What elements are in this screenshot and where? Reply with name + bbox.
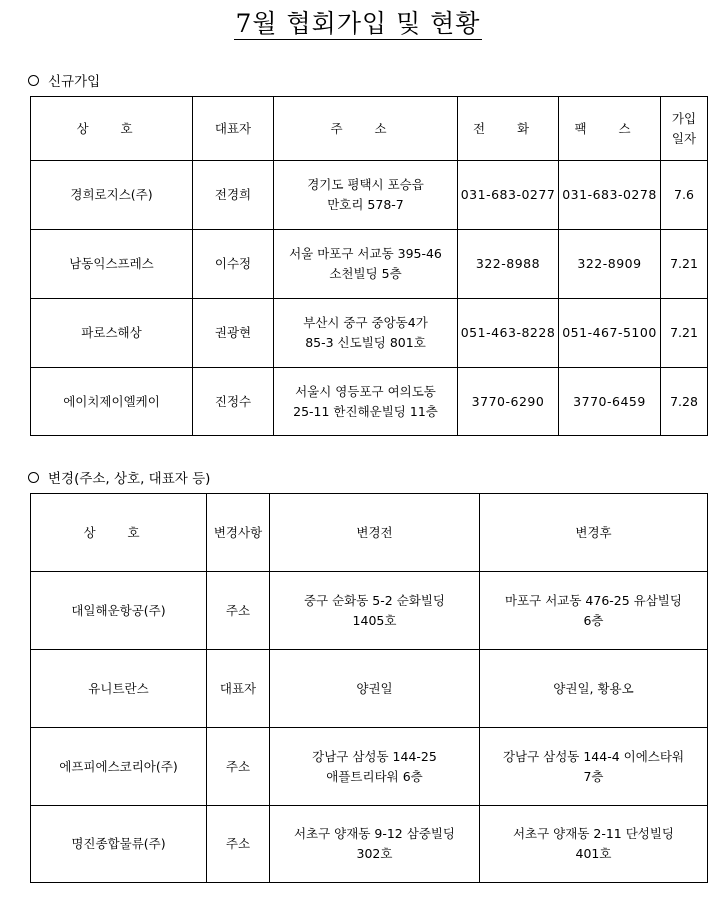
- header-fax: 팩 스: [559, 97, 661, 161]
- table-row: [31, 572, 708, 650]
- company-cell: 명진종합물류(주): [31, 806, 207, 883]
- change-item-cell: 주소: [207, 572, 270, 650]
- before-cell: 강남구 삼성동 144-25 애플트리타워 6층: [270, 728, 480, 806]
- rep-cell: 진정수: [193, 368, 274, 436]
- phone-cell: 031-683-0277: [458, 161, 559, 230]
- table-row: [31, 728, 708, 806]
- phone-cell: 3770-6290: [458, 368, 559, 436]
- address-cell: 부산시 중구 중앙동4가 85-3 신도빌딩 801호: [274, 299, 458, 368]
- address-cell: 경기도 평택시 포승읍 만호리 578-7: [274, 161, 458, 230]
- fax-cell: 3770-6459: [559, 368, 661, 436]
- change-item-cell: 주소: [207, 728, 270, 806]
- header-join-date: 가입 일자: [661, 97, 708, 161]
- header-rep: 대표자: [193, 97, 274, 161]
- circle-bullet-icon: [28, 472, 39, 483]
- table-row: [31, 161, 708, 230]
- table-row: [31, 230, 708, 299]
- changes-table: [30, 493, 708, 883]
- company-cell: 에프피에스코리아(주): [31, 728, 207, 806]
- address-cell: 서울 마포구 서교동 395-46 소천빌딩 5층: [274, 230, 458, 299]
- header-address: 주 소: [274, 97, 458, 161]
- change-item-cell: 주소: [207, 806, 270, 883]
- phone-cell: 322-8988: [458, 230, 559, 299]
- after-cell: 서초구 양재동 2-11 단성빌딩 401호: [480, 806, 708, 883]
- header-after: 변경후: [480, 494, 708, 572]
- fax-cell: 322-8909: [559, 230, 661, 299]
- fax-cell: 031-683-0278: [559, 161, 661, 230]
- change-item-cell: 대표자: [207, 650, 270, 728]
- fax-cell: 051-467-5100: [559, 299, 661, 368]
- date-cell: 7.6: [661, 161, 708, 230]
- address-cell: 서울시 영등포구 여의도동 25-11 한진해운빌딩 11층: [274, 368, 458, 436]
- phone-cell: 051-463-8228: [458, 299, 559, 368]
- table-row: [31, 806, 708, 883]
- after-cell: 양권일, 황용오: [480, 650, 708, 728]
- after-cell: 강남구 삼성동 144-4 이에스타워 7층: [480, 728, 708, 806]
- date-cell: 7.28: [661, 368, 708, 436]
- date-cell: 7.21: [661, 230, 708, 299]
- company-cell: 유니트란스: [31, 650, 207, 728]
- rep-cell: 전경희: [193, 161, 274, 230]
- header-phone: 전 화: [458, 97, 559, 161]
- table-header-row: [31, 494, 708, 572]
- date-cell: 7.21: [661, 299, 708, 368]
- header-company: 상 호: [31, 494, 207, 572]
- company-cell: 남동익스프레스: [31, 230, 193, 299]
- table-header-row: [31, 97, 708, 161]
- header-company: 상 호: [31, 97, 193, 161]
- after-cell: 마포구 서교동 476-25 유삼빌딩 6층: [480, 572, 708, 650]
- header-change-item: 변경사항: [207, 494, 270, 572]
- table-row: [31, 650, 708, 728]
- table-row: [31, 299, 708, 368]
- rep-cell: 권광현: [193, 299, 274, 368]
- rep-cell: 이수정: [193, 230, 274, 299]
- before-cell: 서초구 양재동 9-12 삼중빌딩 302호: [270, 806, 480, 883]
- before-cell: 중구 순화동 5-2 순화빌딩 1405호: [270, 572, 480, 650]
- changes-heading: 변경(주소, 상호, 대표자 등): [28, 467, 210, 487]
- new-members-table: [30, 96, 708, 436]
- circle-bullet-icon: [28, 75, 39, 86]
- new-members-heading: 신규가입: [28, 70, 100, 90]
- document-title: 7월 협회가입 및 현황: [235, 9, 481, 38]
- company-cell: 경희로지스(주): [31, 161, 193, 230]
- header-before: 변경전: [270, 494, 480, 572]
- table-row: [31, 368, 708, 436]
- before-cell: 양권일: [270, 650, 480, 728]
- company-cell: 대일해운항공(주): [31, 572, 207, 650]
- company-cell: 파로스해상: [31, 299, 193, 368]
- company-cell: 에이치제이엘케이: [31, 368, 193, 436]
